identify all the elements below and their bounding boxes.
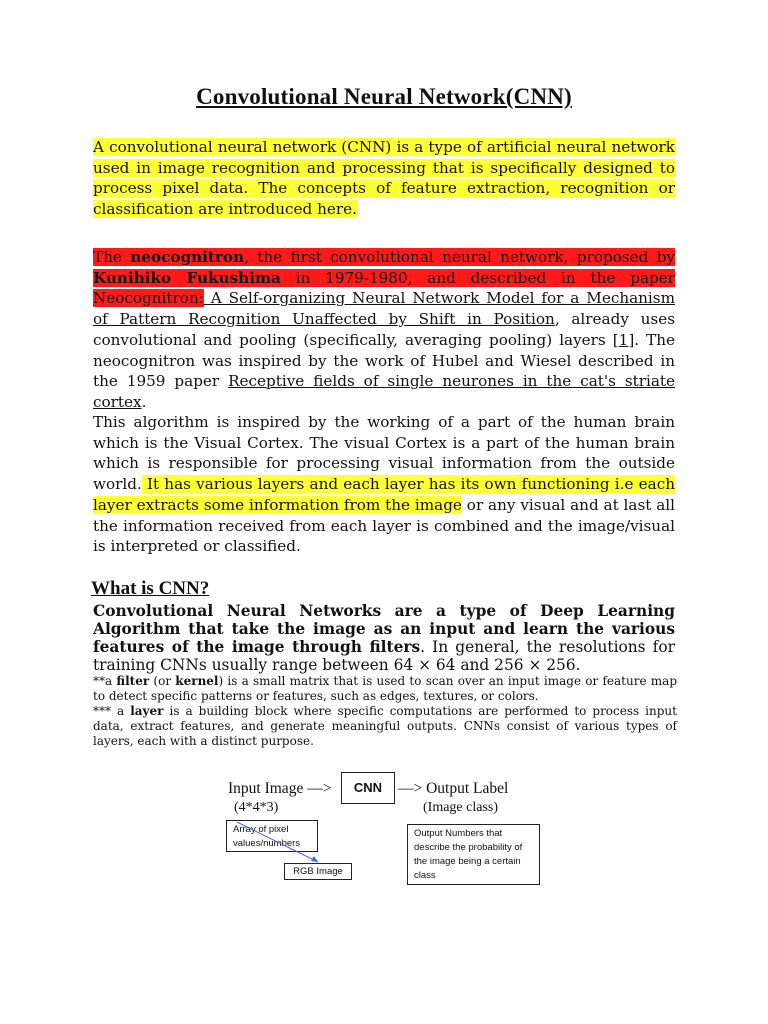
input-image-label: Input Image —> (228, 780, 332, 797)
arrow-line (237, 822, 318, 862)
hubel-wiesel-paper-link[interactable]: Receptive fields of single neurones in the cat's striate cortex (93, 372, 675, 411)
history-text: , already uses convolutional and pooling (specifically, averaging pooling) layers [ (93, 310, 675, 349)
cnn-box-label: CNN (353, 780, 383, 795)
output-numbers-box (407, 824, 540, 885)
intro-highlighted-text: A convolutional neural network (CNN) is a type of artificial neural network used in image recognition and processing that is specifically designed to process pixel data. The concepts of feature extraction, recognition or classification are introduced here. (93, 138, 675, 219)
page-title: Convolutional Neural Network(CNN) (196, 84, 572, 109)
neocognitron-term: neocognitron (130, 248, 245, 266)
definition-text: . In general, the resolutions for training CNNs usually range between 64 × 64 and 256 × 256. (93, 638, 675, 674)
cortex-highlighted-text: It has various layers and each layer has its own functioning i.e each layer extracts some information from the image (93, 475, 675, 514)
paper-title-link[interactable]: A Self-organizing Neural Network Model for a Mechanism of Pattern Recognition Unaffected by Shift in Position (93, 289, 675, 329)
filter-term: filter (116, 674, 150, 688)
reference-link[interactable]: 1 (618, 330, 629, 349)
history-text: in 1979-1980, and described in the paper Neocognitron: (93, 268, 675, 308)
history-text: . (141, 392, 147, 411)
history-text: ]. The neocognitron was inspired by the work of Hubel and Wiesel described in the 1959 paper (93, 330, 676, 391)
author-name: Kunihiko Fukushima (93, 268, 281, 287)
note-text: (or (149, 674, 176, 688)
note-text: **a (93, 674, 117, 688)
layer-term: layer (130, 704, 164, 718)
cortex-text: or any visual and at last all the information received from each layer is combined and the image/visual is interpreted or classified. (93, 495, 675, 556)
output-label: —> Output Label (398, 780, 509, 797)
kernel-term: kernel (175, 674, 219, 688)
definition-bold-text: Convolutional Neural Networks are a type of Deep Learning Algorithm that take the image as an input and learn the various features of the image through filters (93, 602, 675, 656)
rgb-image-text: RGB Image (293, 866, 343, 877)
history-text: The (93, 248, 131, 266)
note-text: *** a (93, 704, 131, 718)
section-heading: What is CNN? (91, 578, 210, 599)
history-text: , the first convolutional neural network, proposed by (244, 248, 675, 266)
output-numbers-text: Output Numbers that describe the probability of the image being a certain class (414, 828, 523, 881)
output-subtitle: (Image class) (423, 800, 499, 815)
input-dimensions: (4*4*3) (234, 800, 279, 815)
note-text: ) is a small matrix that is used to scan over an input image or feature map to detect specific patterns or features, such as edges, textures, or colors. (93, 674, 678, 703)
cortex-text: This algorithm is inspired by the working of a part of the human brain which is the Visual Cortex. The visual Cortex is a part of the human brain which is responsible for processing visual information from the outside world. (93, 413, 675, 494)
note-text: is a building block where specific computations are performed to process input data, extract features, and generate meaningful outputs. CNNs consist of various types of layers, each with a distinct purpose. (93, 704, 677, 748)
pixel-array-text: Array of pixel values/numbers (233, 824, 301, 849)
